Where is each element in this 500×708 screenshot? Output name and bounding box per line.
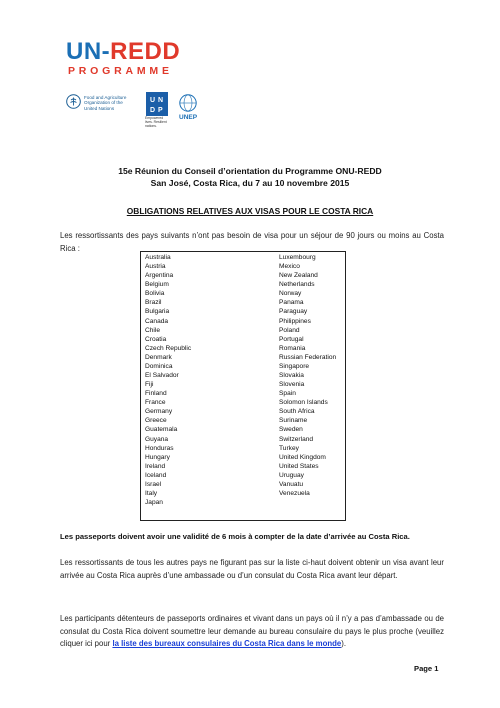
country-item: Honduras — [145, 444, 174, 452]
undp-logo-icon — [146, 92, 168, 116]
logo-redd-text: REDD — [110, 38, 181, 65]
country-item: Solomon Islands — [279, 399, 328, 407]
country-item: Uruguay — [279, 471, 304, 479]
participants-paragraph — [60, 613, 444, 651]
country-item: Panama — [279, 299, 304, 307]
country-item: United States — [279, 462, 319, 470]
country-item: Suriname — [279, 417, 308, 425]
svg-text:D: D — [150, 107, 156, 114]
country-item: Fiji — [145, 381, 154, 389]
country-item: Greece — [145, 417, 167, 425]
country-item: Hungary — [145, 453, 170, 461]
logo-programme-text: PROGRAMME — [68, 65, 173, 77]
country-item: Brazil — [145, 299, 162, 307]
country-item: Guatemala — [145, 426, 178, 434]
country-item: Netherlands — [279, 281, 315, 289]
countries-column-1 — [141, 252, 248, 521]
country-item: Bulgaria — [145, 308, 170, 316]
country-item: New Zealand — [279, 272, 318, 280]
country-item: Australia — [145, 254, 171, 261]
country-item: Turkey — [279, 444, 299, 452]
country-item: Romania — [279, 344, 306, 352]
country-item: Singapore — [279, 362, 310, 370]
country-item: Luxembourg — [279, 254, 316, 261]
country-item: Slovakia — [279, 372, 304, 380]
country-item: Argentina — [145, 272, 174, 280]
table-row — [141, 252, 346, 521]
svg-text:P: P — [158, 107, 163, 114]
logo-title — [66, 40, 196, 64]
country-item: Vanuatu — [279, 480, 304, 488]
country-item: Chile — [145, 326, 161, 334]
country-item: Dominica — [145, 362, 173, 370]
countries-column-2 — [247, 252, 346, 521]
consular-offices-link[interactable]: la liste des bureaux consulaires du Costa Rica dans le monde — [112, 639, 342, 648]
country-item: El Salvador — [145, 372, 179, 380]
country-item: United Kingdom — [279, 453, 326, 461]
country-item: Czech Republic — [145, 344, 192, 352]
country-item: Germany — [145, 408, 173, 416]
document-title: OBLIGATIONS RELATIVES AUX VISAS POUR LE COSTA RICA — [126, 206, 374, 216]
country-item: Japan — [145, 499, 163, 507]
country-item: Russian Federation — [279, 353, 337, 361]
country-item: Iceland — [145, 471, 167, 479]
country-item: Norway — [279, 290, 302, 298]
country-item: Guyana — [145, 435, 169, 443]
partner-logos — [66, 92, 206, 132]
country-item: Sweden — [279, 426, 303, 434]
country-item: Poland — [279, 326, 300, 334]
country-item: Paraguay — [279, 308, 308, 316]
country-item: Mexico — [279, 263, 300, 271]
unep-emblem-icon — [179, 94, 197, 112]
fao-emblem-icon — [66, 94, 81, 109]
meeting-location-dates: San José, Costa Rica, du 7 au 10 novembre 2015 — [150, 178, 350, 188]
participants-text: Les participants détenteurs de passeports ordinaires et vivant dans un pays où il n’y a pas d’ambassade ou de consulat du Costa Rica doivent soumettre leur demande au bureau consulaire du pays le plus proche (veuillez cliquer ici pour — [60, 614, 444, 648]
country-item: Spain — [279, 390, 296, 398]
country-item: Bolivia — [145, 290, 165, 298]
country-item: Venezuela — [279, 490, 310, 498]
country-item: Denmark — [145, 353, 172, 361]
unep-label: UNEP — [179, 114, 198, 121]
page-number: Page 1 — [414, 664, 439, 673]
country-item: Philippines — [279, 317, 311, 325]
fao-name: Food and Agriculture Organization of the United Nations — [84, 95, 127, 111]
intro-paragraph: Les ressortissants des pays suivants n’ont pas besoin de visa pour un séjour de 90 jours ou moins au Costa Rica : — [60, 231, 444, 253]
country-item: Austria — [145, 263, 166, 271]
country-item: Portugal — [279, 335, 304, 343]
participants-text-end: ). — [341, 639, 346, 648]
country-item: Ireland — [145, 462, 166, 470]
undp-tagline: Empowered lives. Resilient nations. — [145, 116, 167, 128]
country-item: Croatia — [145, 335, 167, 343]
passport-validity-note: Les passeports doivent avoir une validité de 6 mois à compter de la date d’arrivée au Costa Rica. — [60, 532, 410, 541]
svg-text:U: U — [150, 97, 156, 104]
country-item: South Africa — [279, 408, 315, 416]
meeting-title: 15e Réunion du Conseil d’orientation du Programme ONU-REDD — [118, 166, 382, 176]
logo-un-text: UN- — [66, 38, 111, 65]
country-item: Israel — [145, 480, 162, 488]
un-redd-logo — [66, 40, 196, 77]
visa-exempt-countries-table — [140, 251, 346, 521]
country-item: Finland — [145, 390, 167, 398]
country-item: Italy — [145, 490, 158, 498]
country-item: Switzerland — [279, 435, 314, 443]
other-countries-paragraph: Les ressortissants de tous les autres pays ne figurant pas sur la liste ci-haut doivent obtenir un visa avant leur arrivée au Costa Rica auprès d’une ambassade ou d’un consulat du Costa Rica avant leur départ. — [60, 558, 444, 580]
svg-text:N: N — [158, 97, 164, 104]
country-item: Belgium — [145, 281, 169, 289]
country-item: Canada — [145, 317, 169, 325]
country-item: France — [145, 399, 166, 407]
country-item: Slovenia — [279, 381, 305, 389]
